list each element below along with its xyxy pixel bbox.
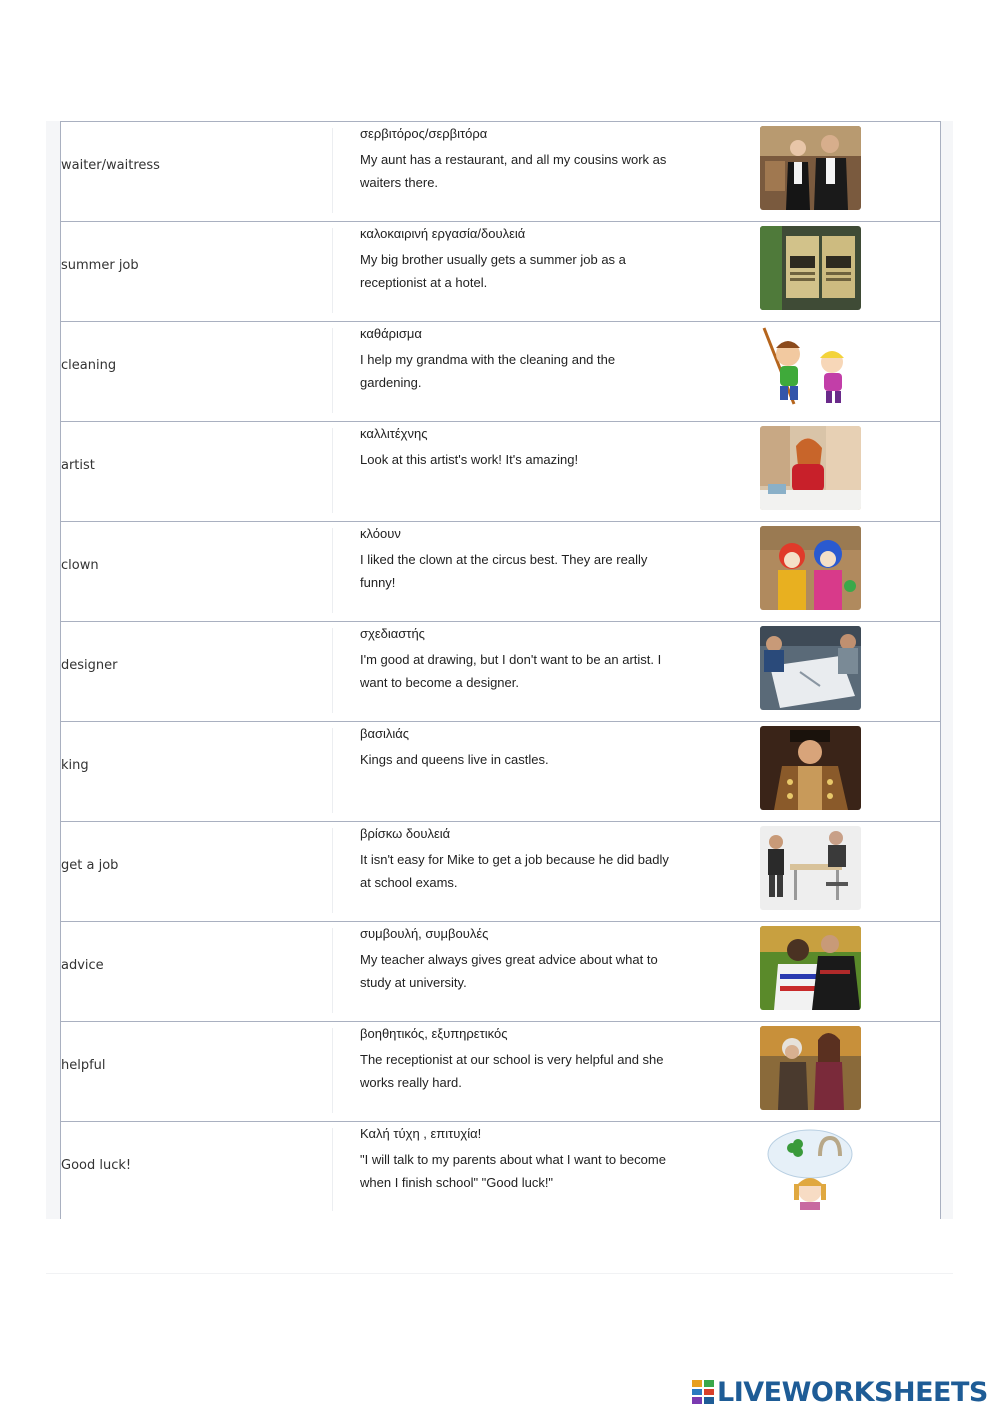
artist-photo (760, 426, 861, 510)
vocab-word: designer (61, 658, 118, 673)
vocab-row-designer (61, 621, 940, 721)
vocab-row-summer-job (61, 221, 940, 321)
vocab-example: Kings and queens live in castles. (360, 752, 549, 767)
vocab-word: cleaning (61, 358, 117, 373)
vocab-translation: βασιλιάς (360, 726, 410, 741)
vocab-example: My big brother usually gets a summer job as a receptionist at a hotel. (360, 252, 626, 290)
vocab-row-artist (61, 421, 940, 521)
liveworksheets-logo-text: LIVEWORKSHEETS (717, 1376, 988, 1408)
vocab-translation: κλόουν (360, 526, 401, 541)
vocab-word: artist (61, 458, 95, 473)
vocab-word: summer job (61, 258, 139, 273)
coach-advice-photo (760, 926, 861, 1010)
waiters-photo (760, 126, 861, 210)
king-portrait (760, 726, 861, 810)
vocabulary-table (60, 121, 941, 1219)
vocab-row-cleaning (61, 321, 940, 421)
vocab-row-good-luck (61, 1121, 940, 1219)
vocab-example: It isn't easy for Mike to get a job because he did badly at school exams. (360, 852, 669, 890)
vocab-translation: Καλή τύχη , επιτυχία! (360, 1126, 482, 1141)
vocab-example: My teacher always gives great advice about what to study at university. (360, 952, 658, 990)
vocab-row-advice (61, 921, 940, 1021)
vocab-example: I help my grandma with the cleaning and the gardening. (360, 352, 616, 390)
vocab-example: My aunt has a restaurant, and all my cousins work as waiters there. (360, 152, 667, 190)
vocab-translation: καλλιτέχνης (360, 426, 428, 441)
liveworksheets-logo-icon (692, 1380, 714, 1404)
vocab-translation: καθάρισμα (360, 326, 422, 341)
liveworksheets-logo (692, 1377, 988, 1407)
vocab-translation: βρίσκω δουλειά (360, 826, 451, 841)
vocab-translation: σχεδιαστής (360, 626, 425, 641)
helping-elderly-photo (760, 1026, 861, 1110)
vocab-translation: καλοκαιρινή εργασία/δουλειά (360, 226, 526, 241)
bottom-divider (46, 1273, 953, 1274)
vocab-row-helpful (61, 1021, 940, 1121)
job-interview-photo (760, 826, 861, 910)
vocab-example: I'm good at drawing, but I don't want to be an artist. I want to become a designer. (360, 652, 662, 690)
vocab-word: advice (61, 958, 104, 973)
vocab-row-waiter (61, 121, 940, 221)
vocab-translation: βοηθητικός, εξυπηρετικός (360, 1026, 508, 1041)
vocab-example: Look at this artist's work! It's amazing! (360, 452, 579, 467)
vocab-example: I liked the clown at the circus best. They are really funny! (360, 552, 648, 590)
vocab-word: clown (61, 558, 99, 573)
good-luck-cartoon (760, 1126, 861, 1210)
vocab-row-king (61, 721, 940, 821)
vocab-word: waiter/waitress (61, 158, 160, 173)
vocab-row-get-a-job (61, 821, 940, 921)
vocab-example: The receptionist at our school is very helpful and she works really hard. (360, 1052, 664, 1090)
clowns-photo (760, 526, 861, 610)
vocab-word: get a job (61, 858, 119, 873)
kids-cleaning-cartoon (760, 326, 861, 410)
vocab-translation: συμβουλή, συμβουλές (360, 926, 489, 941)
designers-photo (760, 626, 861, 710)
vocab-word: helpful (61, 1058, 106, 1073)
vocab-example: "I will talk to my parents about what I want to become when I finish school" "Good luck!" (360, 1152, 666, 1190)
vocab-translation: σερβιτόρος/σερβιτόρα (360, 126, 488, 141)
vocab-row-clown (61, 521, 940, 621)
summer-jobs-sign-photo (760, 226, 861, 310)
vocab-word: Good luck! (61, 1158, 132, 1173)
vocab-word: king (61, 758, 89, 773)
